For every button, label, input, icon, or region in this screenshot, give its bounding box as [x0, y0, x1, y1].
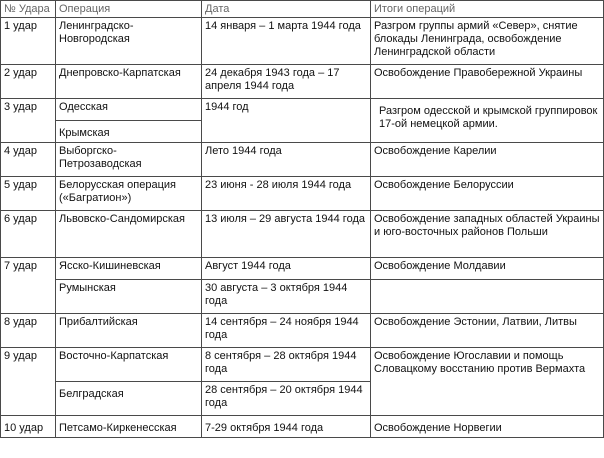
- table-row: [1, 348, 604, 382]
- result-cell: Разгром одесской и крымской группировок 17-ой немецкой армии.: [371, 99, 604, 143]
- strike-cell: 6 удар: [1, 211, 56, 258]
- date-cell: 13 июля – 29 августа 1944 года: [202, 211, 371, 258]
- strike-cell: 7 удар: [1, 258, 56, 314]
- table-row: [1, 143, 604, 177]
- operation-cell: Выборгско-Петрозаводская: [56, 143, 202, 177]
- operation-cell: Петсамо-Киркенесская: [56, 416, 202, 438]
- table-header-row: [1, 1, 604, 18]
- date-cell: 14 сентября – 24 ноября 1944 года: [202, 314, 371, 348]
- operation-cell: Румынская: [56, 280, 202, 314]
- result-cell: Освобождение Эстонии, Латвии, Литвы: [371, 314, 604, 348]
- result-cell: Освобождение Карелии: [371, 143, 604, 177]
- table-row: [1, 258, 604, 280]
- table-row: [1, 280, 604, 314]
- result-cell: Освобождение Молдавии: [371, 258, 604, 280]
- result-cell: Освобождение западных областей Украины и юго-восточных районов Польши: [371, 211, 604, 258]
- date-cell: 8 сентября – 28 октября 1944 года: [202, 348, 371, 382]
- strike-cell: 3 удар: [1, 99, 56, 143]
- strike-cell: 1 удар: [1, 18, 56, 65]
- header-operation: Операция: [56, 1, 202, 18]
- header-strike: № Удара: [1, 1, 56, 18]
- operation-cell: Крымская: [56, 121, 202, 143]
- operation-cell: Ясско-Кишиневская: [56, 258, 202, 280]
- table-row: [1, 18, 604, 65]
- operation-cell: Восточно-Карпатская: [56, 348, 202, 382]
- strike-cell: 4 удар: [1, 143, 56, 177]
- result-cell: Разгром группы армий «Север», снятие блокады Ленинграда, освобождение Ленинградской области: [371, 18, 604, 65]
- operation-cell: Ленинградско-Новгородская: [56, 18, 202, 65]
- header-date: Дата: [202, 1, 371, 18]
- date-cell: Лето 1944 года: [202, 143, 371, 177]
- result-cell: Освобождение Белоруссии: [371, 177, 604, 211]
- date-cell: 1944 год: [202, 99, 371, 143]
- date-cell: 14 января – 1 марта 1944 года: [202, 18, 371, 65]
- result-cell: Освобождение Югославии и помощь Словацкому восстанию против Вермахта: [371, 348, 604, 416]
- strike-cell: 2 удар: [1, 65, 56, 99]
- strike-cell: 9 удар: [1, 348, 56, 416]
- operation-cell: Белградская: [56, 382, 202, 416]
- strike-cell: 8 удар: [1, 314, 56, 348]
- date-cell: 7-29 октября 1944 года: [202, 416, 371, 438]
- table-row: [1, 211, 604, 258]
- operation-cell: Одесская: [56, 99, 202, 121]
- table-row: [1, 416, 604, 438]
- date-cell: 30 августа – 3 октября 1944 года: [202, 280, 371, 314]
- operation-cell: Прибалтийская: [56, 314, 202, 348]
- date-cell: 28 сентября – 20 октября 1944 года: [202, 382, 371, 416]
- table-row: [1, 99, 604, 121]
- result-cell: [371, 280, 604, 314]
- date-cell: 23 июня - 28 июля 1944 года: [202, 177, 371, 211]
- header-results: Итоги операций: [371, 1, 604, 18]
- table-row: [1, 177, 604, 211]
- date-cell: Август 1944 года: [202, 258, 371, 280]
- operation-cell: Днепровско-Карпатская: [56, 65, 202, 99]
- strike-cell: 5 удар: [1, 177, 56, 211]
- operation-cell: Белорусская операция («Багратион»): [56, 177, 202, 211]
- table-row: [1, 65, 604, 99]
- table-row: [1, 314, 604, 348]
- operation-cell: Львовско-Сандомирская: [56, 211, 202, 258]
- result-cell: Освобождение Норвегии: [371, 416, 604, 438]
- strike-cell: 10 удар: [1, 416, 56, 438]
- date-cell: 24 декабря 1943 года – 17 апреля 1944 года: [202, 65, 371, 99]
- result-cell: Освобождение Правобережной Украины: [371, 65, 604, 99]
